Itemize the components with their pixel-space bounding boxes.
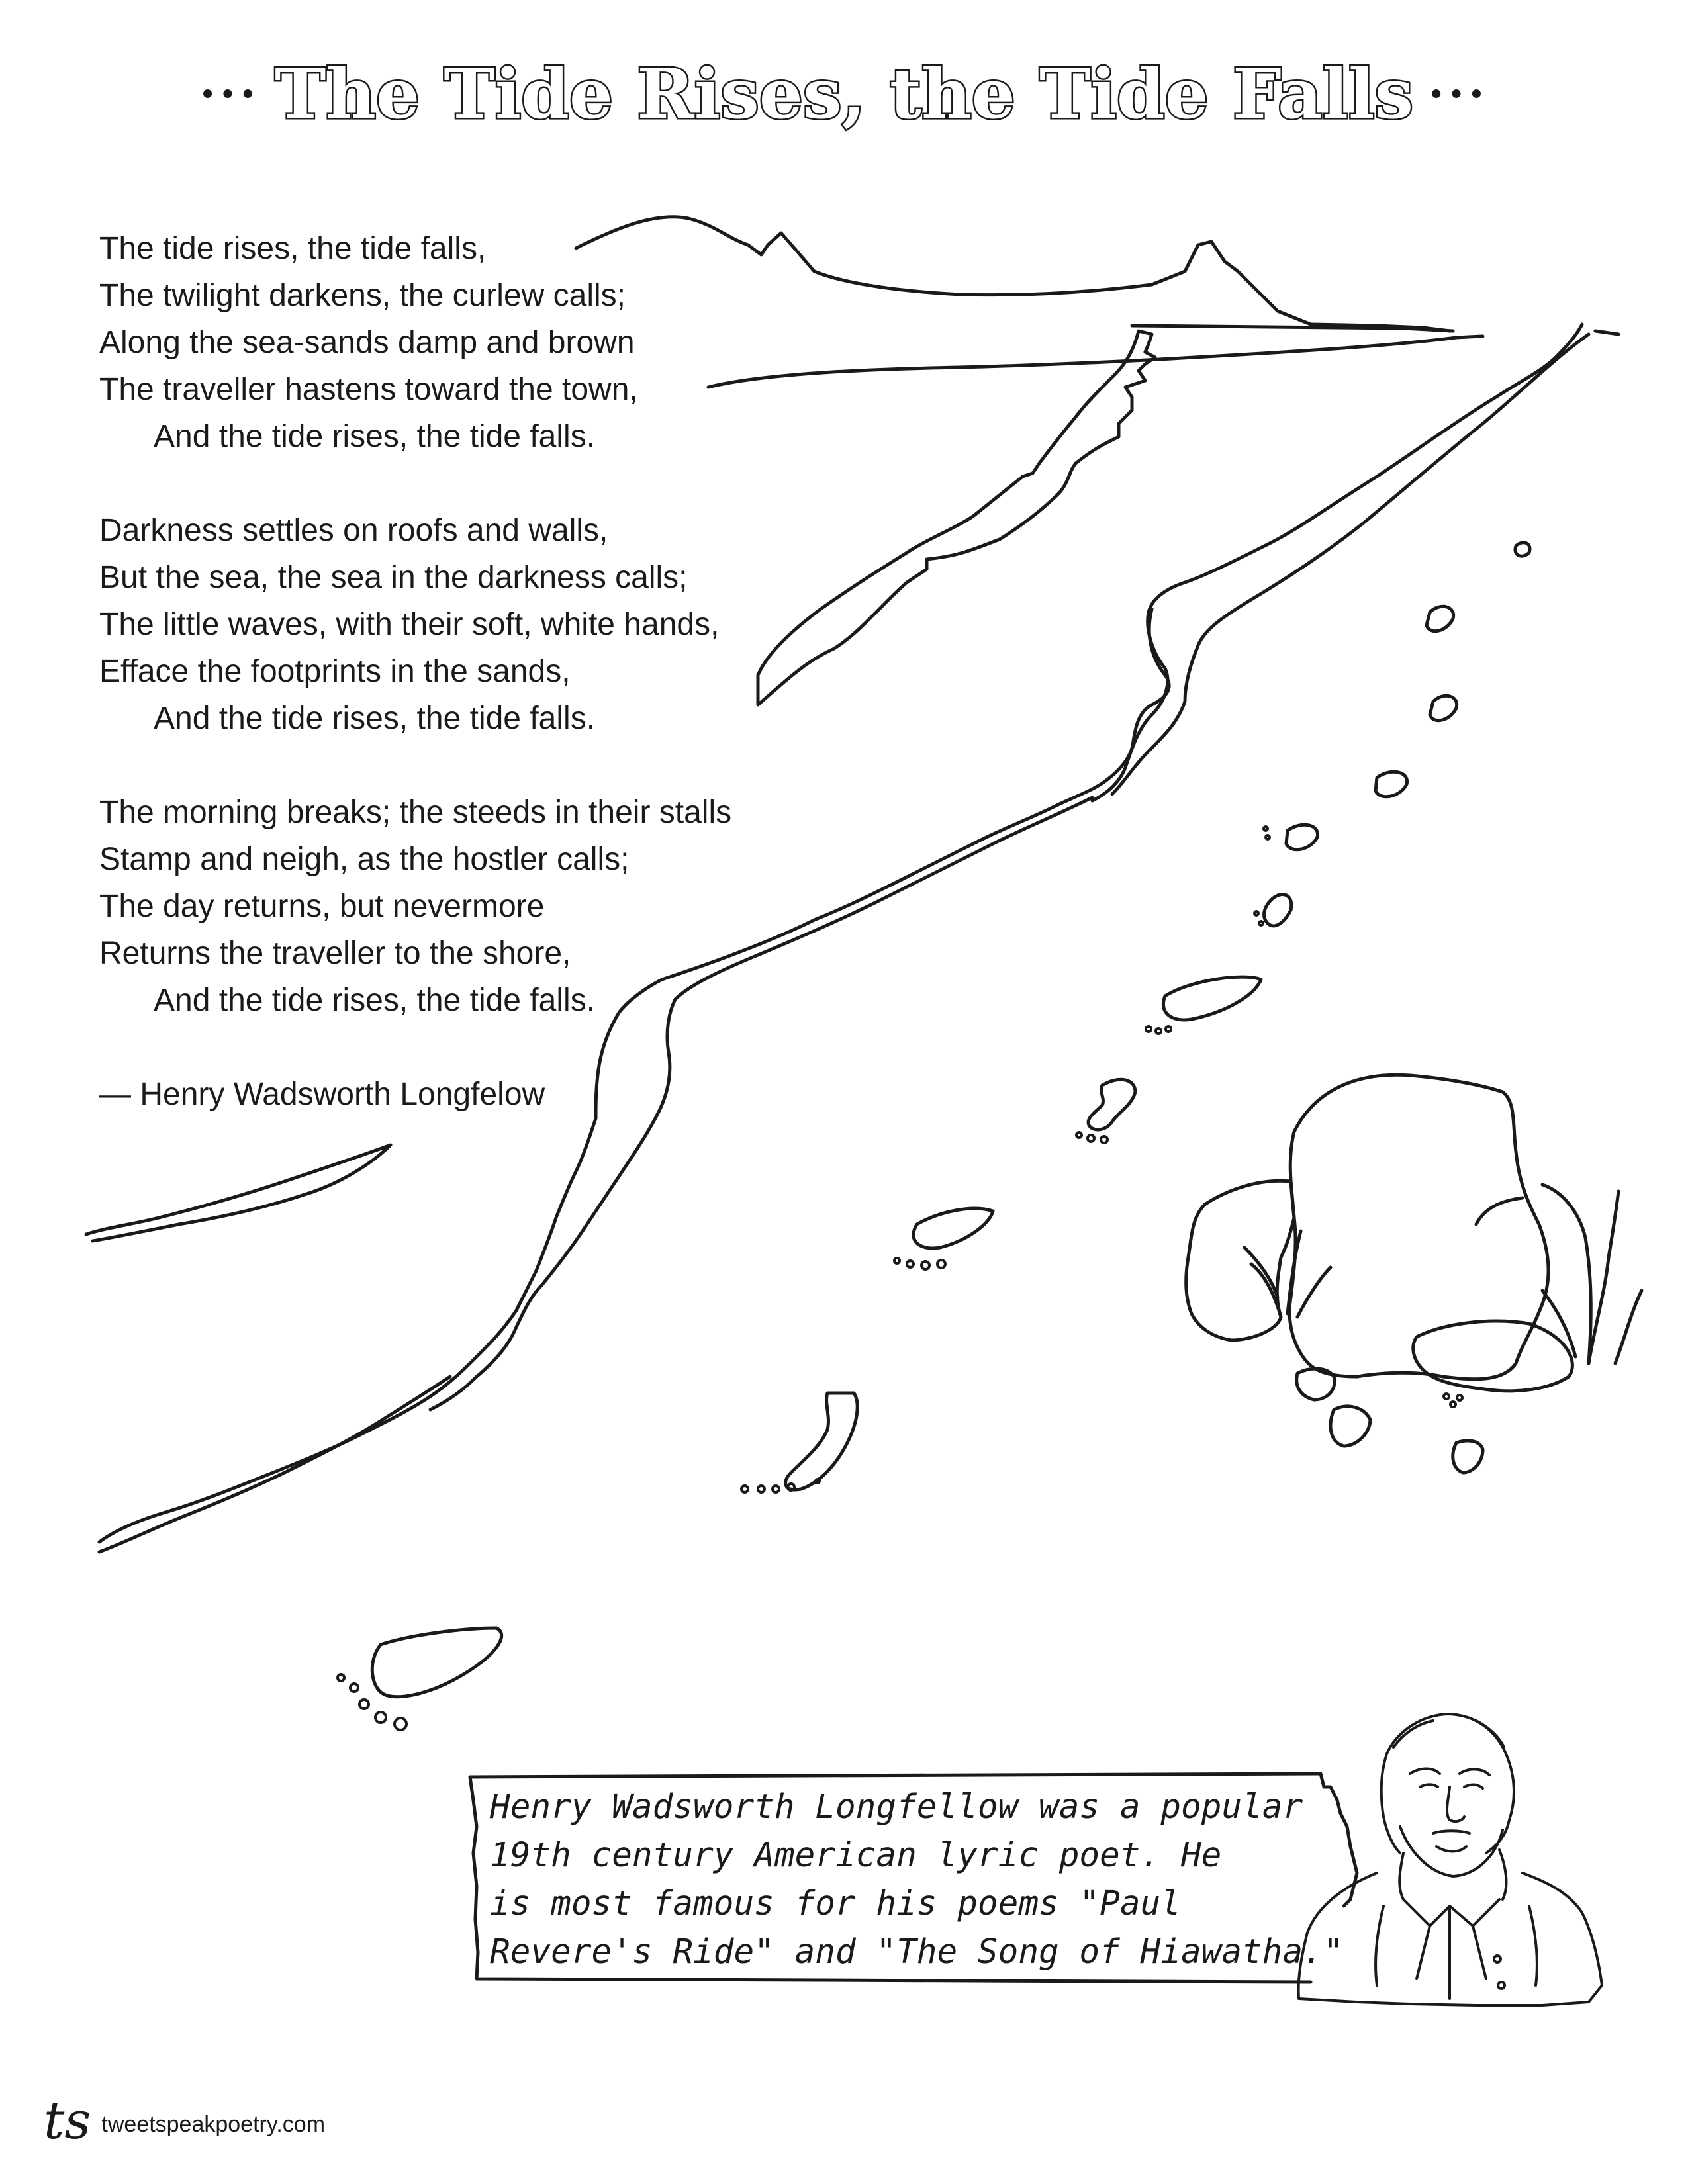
footer-url[interactable]: tweetspeakpoetry.com [101,2111,326,2137]
poem-stanza-3 [99,789,788,1024]
upper-wave-line [758,331,1155,705]
boulder-pebbles [1444,1394,1462,1407]
bio-line: Revere's Ride" and "The Song of Hiawatha." [490,1933,1344,1972]
lower-surf-line [99,1377,450,1552]
poem-line: The day returns, but nevermore [99,889,545,924]
poem-line: The morning breaks; the steeds in their stalls [99,795,732,830]
poem-line: Returns the traveller to the shore, [99,936,571,971]
small-boulder [1186,1181,1294,1340]
title-ornament-left: ··· [199,66,260,121]
footprint [1163,977,1261,1020]
footprint [1264,895,1291,926]
bio-line: 19th century American lyric poet. He [490,1836,1222,1875]
footprint [1376,772,1407,796]
bio-note [470,1768,1357,1980]
horizon-line [708,336,1483,387]
poem-line: Stamp and neigh, as the hostler calls; [99,842,630,877]
pebble [1331,1406,1370,1446]
poem-line: The traveller hastens toward the town, [99,372,638,407]
poem-stanza-1 [99,225,788,460]
poem-attribution: — Henry Wadsworth Longfelow [99,1077,545,1112]
footprint [372,1628,501,1697]
footprint [1088,1079,1135,1130]
ts-logo-icon: ts [44,2091,91,2151]
poem-line: The twilight darkens, the curlew calls; [99,278,626,313]
poem-line: The little waves, with their soft, white hands, [99,607,720,642]
footer [44,2091,326,2151]
long-beach-line-upper [1092,324,1582,801]
poem-stanza-2 [99,507,788,742]
poem-line: The tide rises, the tide falls, [99,231,487,266]
pebble [1297,1369,1335,1400]
bio-line: Henry Wadsworth Longfellow was a popular [490,1788,1303,1827]
poem-line: Efface the footprints in the sands, [99,654,571,689]
poem-refrain: And the tide rises, the tide falls. [154,701,596,736]
footprint [1430,696,1457,720]
footprint [1427,606,1454,631]
horizon-tick [1595,331,1618,334]
page-title [0,53,1688,134]
poem-line: But the sea, the sea in the darkness calls; [99,560,688,595]
bio-line: is most famous for his poems "Paul [490,1884,1181,1923]
footprint [1286,825,1318,849]
footprint [1515,543,1530,556]
left-wave-fragment [86,1145,391,1241]
long-beach-line-lower [1112,334,1589,794]
title-text: The Tide Rises, the Tide Falls [274,53,1414,134]
grass-right [1476,1185,1642,1363]
footprint [914,1208,993,1248]
poem [99,225,788,1118]
footprint [786,1393,858,1490]
poem-refrain: And the tide rises, the tide falls. [154,419,596,454]
pebble [1453,1441,1483,1473]
front-boulder [1413,1321,1573,1391]
title-ornament-right: ··· [1428,66,1489,121]
large-boulder [1289,1075,1548,1379]
poem-line: Along the sea-sands damp and brown [99,325,635,360]
poem-refrain: And the tide rises, the tide falls. [154,983,596,1018]
poem-line: Darkness settles on roofs and walls, [99,513,608,548]
